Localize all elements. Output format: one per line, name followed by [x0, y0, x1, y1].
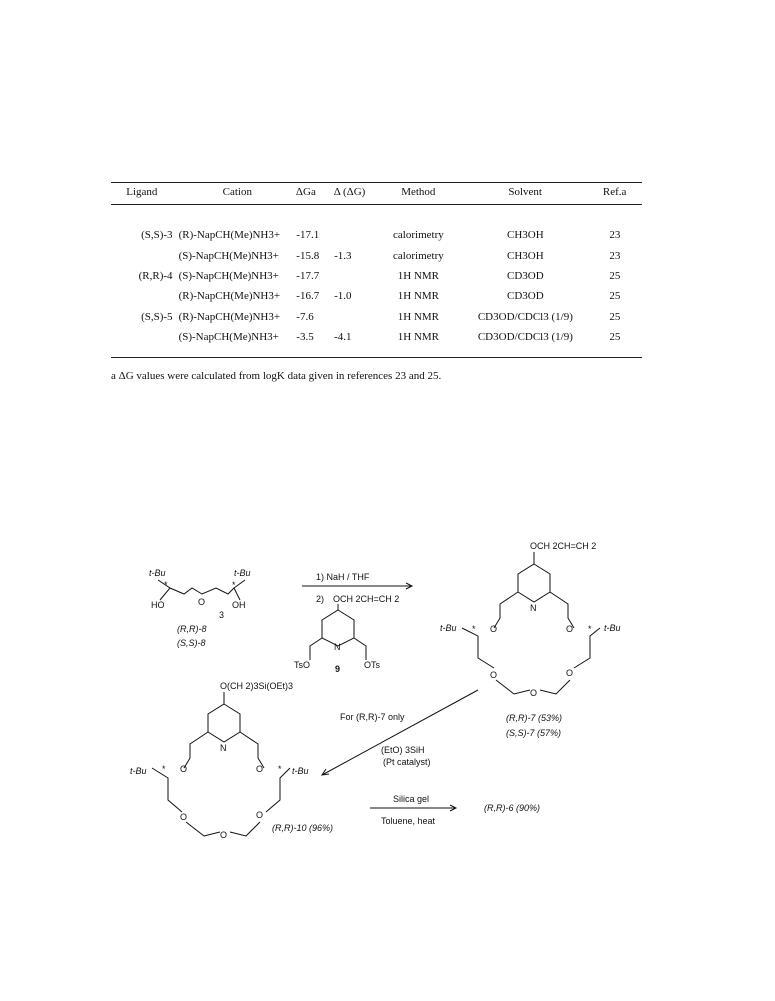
- cell-method: 1H NMR: [397, 331, 440, 344]
- oxygen-7-lower-right: O: [566, 668, 574, 678]
- reaction-scheme: [0, 520, 775, 860]
- tbu-right-8: t-Bu: [234, 568, 251, 578]
- tbu-left-8: t-Bu: [149, 568, 166, 578]
- label-8-rr: (R,R)-8: [177, 624, 207, 634]
- cell-cation: (S)-NapCH(Me)NH3+: [178, 331, 279, 344]
- reagent-silane: (EtO) 3SiH: [381, 745, 425, 755]
- pyridine-n-7: N: [530, 603, 537, 613]
- compound-8-structure: [149, 568, 251, 648]
- cell-method: 1H NMR: [397, 269, 440, 282]
- pyridine-n-9: N: [334, 642, 341, 652]
- cell-solvent: CH3OH: [507, 229, 544, 242]
- header-delta-delta-g: Δ (ΔG): [333, 186, 366, 198]
- cell-delta-g: -3.5: [296, 331, 314, 344]
- label-6: (R,R)-6 (90%): [484, 803, 541, 813]
- cell-ref: 25: [609, 331, 621, 344]
- cell-delta-g: -16.7: [296, 290, 320, 303]
- cell-delta-delta-g: [334, 266, 374, 286]
- cell-solvent: CD3OD/CDCl3 (1/9): [477, 310, 573, 323]
- stereocenter-right-7: *: [588, 624, 592, 634]
- stereocenter-left-10: *: [162, 764, 166, 774]
- table-row: [111, 245, 642, 265]
- label-9: 9: [335, 664, 341, 674]
- reagent-step1: 1) NaH / THF: [316, 572, 370, 582]
- header-method: Method: [401, 186, 436, 198]
- tosylate-right: OTs: [364, 660, 381, 670]
- oxygen-7-bottom: O: [530, 688, 538, 698]
- stereocenter-left-7: *: [472, 624, 476, 634]
- cell-ref: 25: [609, 310, 621, 323]
- compound-10-structure: [130, 681, 333, 840]
- cell-method: 1H NMR: [397, 310, 440, 323]
- oxygen-10-lower-right: O: [256, 810, 264, 820]
- table-row: [111, 225, 642, 245]
- cell-ref: 23: [609, 229, 621, 242]
- arrow-step-1: [294, 572, 412, 674]
- label-7-rr: (R,R)-7 (53%): [506, 713, 563, 723]
- compound-7-structure: [440, 541, 621, 738]
- tbu-left-10: t-Bu: [130, 766, 147, 776]
- table-row: [111, 327, 642, 347]
- cell-delta-delta-g: -1.3: [334, 249, 352, 262]
- cell-delta-g: -15.8: [296, 249, 320, 262]
- cell-ligand: (S,S)-3: [141, 229, 173, 242]
- condition-rr7-only: For (R,R)-7 only: [340, 712, 405, 722]
- repeat-subscript: 3: [219, 610, 225, 620]
- cell-solvent: CD3OD: [507, 290, 544, 303]
- arrow-step-2: [322, 690, 478, 775]
- reagent-toluene: Toluene, heat: [381, 816, 436, 826]
- pyridine-n-10: N: [220, 743, 227, 753]
- header-ligand: Ligand: [126, 186, 158, 198]
- reagent-silica: Silica gel: [393, 794, 430, 804]
- cell-method: 1H NMR: [397, 290, 440, 303]
- cell-delta-g: -7.6: [296, 310, 314, 323]
- cell-delta-g: -17.7: [296, 269, 320, 282]
- cell-method: calorimetry: [393, 229, 444, 242]
- stereocenter-right: *: [232, 580, 236, 590]
- cell-solvent: CD3OD: [507, 269, 544, 282]
- cell-cation: (R)-NapCH(Me)NH3+: [178, 290, 281, 303]
- header-solvent: Solvent: [508, 186, 542, 198]
- table-header-rule: [111, 204, 642, 205]
- stereocenter-left: *: [164, 580, 168, 590]
- cell-ligand: [111, 286, 179, 306]
- oxygen-10-bottom: O: [220, 830, 228, 840]
- tbu-right-7: t-Bu: [604, 623, 621, 633]
- tbu-left-7: t-Bu: [440, 623, 457, 633]
- oxygen-7-left: O: [490, 624, 498, 634]
- cell-ligand: (R,R)-4: [138, 269, 173, 282]
- hydroxyl-right: OH: [232, 600, 246, 610]
- cell-delta-delta-g: -4.1: [334, 331, 352, 344]
- cell-cation: (S)-NapCH(Me)NH3+: [178, 249, 279, 262]
- label-8-ss: (S,S)-8: [177, 638, 206, 648]
- substituent-9: OCH 2CH=CH 2: [333, 594, 400, 604]
- table-body: [111, 225, 642, 347]
- cell-cation: (R)-NapCH(Me)NH3+: [178, 229, 281, 242]
- cell-cation: (S)-NapCH(Me)NH3+: [178, 269, 279, 282]
- label-7-ss: (S,S)-7 (57%): [506, 728, 562, 738]
- tbu-right-10: t-Bu: [292, 766, 309, 776]
- oxygen-7-lower-left: O: [490, 670, 498, 680]
- reagent-pt-catalyst: (Pt catalyst): [383, 757, 431, 767]
- table-bottom-rule: [111, 357, 642, 358]
- cell-ref: 25: [609, 269, 621, 282]
- cell-method: calorimetry: [393, 249, 444, 262]
- label-10: (R,R)-10 (96%): [272, 823, 334, 833]
- hydroxyl-left: HO: [151, 600, 165, 610]
- header-cation: Cation: [222, 186, 252, 198]
- cell-delta-delta-g: [334, 307, 374, 327]
- ether-oxygen-8: O: [198, 597, 206, 607]
- cell-ligand: [111, 327, 179, 347]
- table-footnote: a ΔG values were calculated from logK data given in references 23 and 25.: [111, 370, 442, 382]
- cell-cation: (R)-NapCH(Me)NH3+: [178, 310, 281, 323]
- cell-solvent: CD3OD/CDCl3 (1/9): [477, 331, 573, 344]
- header-ref: Ref.a: [602, 186, 627, 198]
- cell-delta-g: -17.1: [296, 229, 320, 242]
- header-delta-g: ΔGa: [295, 186, 316, 198]
- oxygen-10-lower-left: O: [180, 812, 188, 822]
- oxygen-10-left: O: [180, 764, 188, 774]
- table-header: [111, 183, 642, 201]
- reagent-step2-number: 2): [316, 594, 325, 604]
- cell-ligand: (S,S)-5: [141, 310, 173, 323]
- cell-solvent: CH3OH: [507, 249, 544, 262]
- substituent-7: OCH 2CH=CH 2: [530, 541, 597, 551]
- cell-ligand: [111, 245, 179, 265]
- substituent-10: O(CH 2)3Si(OEt)3: [220, 681, 294, 691]
- table-row: [111, 266, 642, 286]
- table-row: [111, 286, 642, 306]
- cell-delta-delta-g: -1.0: [334, 290, 352, 303]
- cell-ref: 23: [609, 249, 621, 262]
- oxygen-10-right: O: [256, 764, 264, 774]
- table-row: [111, 307, 642, 327]
- oxygen-7-right: O: [566, 624, 574, 634]
- cell-ref: 25: [609, 290, 621, 303]
- stereocenter-right-10: *: [278, 764, 282, 774]
- arrow-step-3: [370, 794, 540, 826]
- tosylate-left: TsO: [294, 660, 311, 670]
- cell-delta-delta-g: [334, 225, 374, 245]
